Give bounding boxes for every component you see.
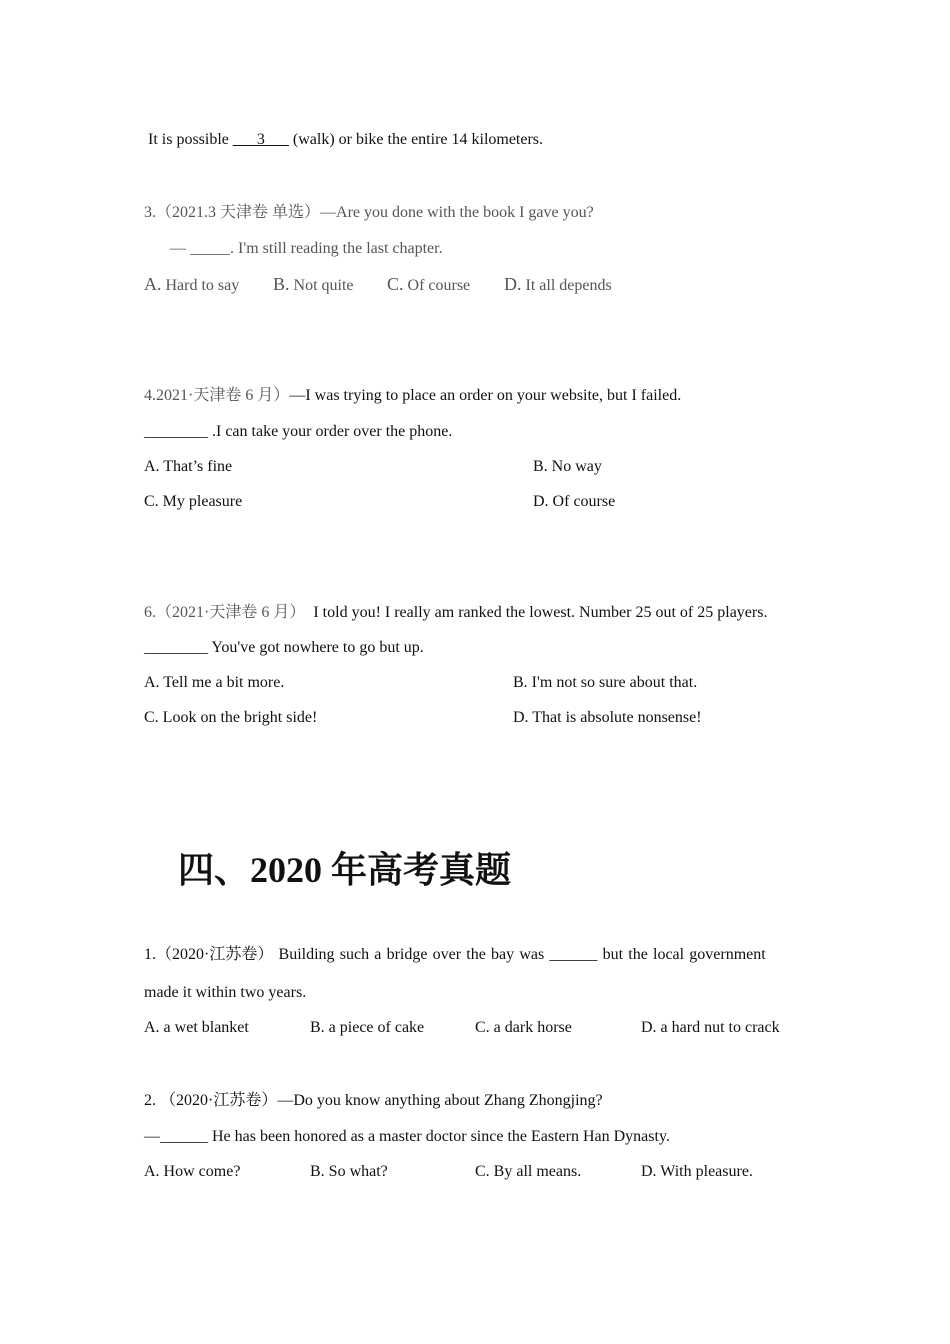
q3-option-d-letter: D.: [504, 274, 522, 294]
j2-option-b: B. So what?: [310, 1163, 388, 1180]
q3-option-a: [144, 274, 239, 296]
q6-question: I told you! I really am ranked the lowest. Number 25 out of 25 players.: [305, 604, 768, 621]
j1-question-line1: 1.（2020·江苏卷） Building such a bridge over the bay was ______ but the local government: [144, 946, 766, 963]
q3-option-a-text: Hard to say: [165, 277, 240, 294]
q6-option-c: C. Look on the bright side!: [144, 709, 318, 726]
j1-option-b: B. a piece of cake: [310, 1019, 425, 1036]
intro-text-after: (walk) or bike the entire 14 kilometers.: [288, 131, 544, 148]
q4-reply: ________ .I can take your order over the phone.: [144, 423, 453, 440]
j2-option-c: C. By all means.: [475, 1163, 582, 1180]
q3-option-c: [387, 274, 470, 296]
q6-option-a: A. Tell me a bit more.: [144, 674, 285, 691]
q3-option-b-letter: B.: [273, 274, 290, 294]
q6-source: 6.（2021·天津卷 6 月）: [144, 604, 306, 621]
q3-option-c-text: Of course: [407, 277, 471, 294]
j2-option-a: A. How come?: [144, 1163, 241, 1180]
q3-option-b-text: Not quite: [293, 277, 354, 294]
q4-option-c: C. My pleasure: [144, 493, 243, 510]
j1-option-a: A. a wet blanket: [144, 1019, 249, 1036]
j1-question-line2: made it within two years.: [144, 984, 307, 1001]
q3-reply: — _____. I'm still reading the last chapter.: [170, 240, 443, 257]
q3-source: 3.（2021.3 天津卷 单选）: [144, 204, 321, 221]
q4-source: 4.2021·天津卷 6 月）: [144, 387, 290, 404]
j2-question-line1: 2. （2020·江苏卷）—Do you know anything about Zhang Zhongjing?: [144, 1092, 603, 1109]
q3-option-d-text: It all depends: [525, 277, 612, 294]
q4-option-d: D. Of course: [533, 493, 616, 510]
q3-question-line: [144, 203, 594, 223]
j1-option-c: C. a dark horse: [475, 1019, 572, 1036]
q4-option-a: A. That’s fine: [144, 458, 233, 475]
j2-option-d: D. With pleasure.: [641, 1163, 753, 1180]
q3-option-d: [504, 274, 612, 296]
q6-option-b: B. I'm not so sure about that.: [513, 674, 698, 691]
q3-question: —Are you done with the book I gave you?: [320, 204, 594, 221]
q6-question-line: [144, 603, 767, 623]
q3-option-c-letter: C.: [387, 274, 404, 294]
q4-option-b: B. No way: [533, 458, 602, 475]
intro-blank-answer: ___3___: [232, 131, 289, 148]
section-heading: 四、2020 年高考真题: [178, 850, 512, 890]
q3-option-a-letter: A.: [144, 274, 162, 294]
q4-question: —I was trying to place an order on your website, but I failed.: [289, 387, 682, 404]
intro-text-before: It is possible: [148, 131, 233, 148]
q4-question-line: [144, 386, 681, 406]
j1-option-d: D. a hard nut to crack: [641, 1019, 780, 1036]
q3-option-b: [273, 274, 354, 296]
q6-option-d: D. That is absolute nonsense!: [513, 709, 702, 726]
q6-reply: ________ You've got nowhere to go but up.: [144, 639, 424, 656]
intro-line: [148, 130, 543, 150]
j2-question-line2: —______ He has been honored as a master doctor since the Eastern Han Dynasty.: [144, 1128, 670, 1145]
